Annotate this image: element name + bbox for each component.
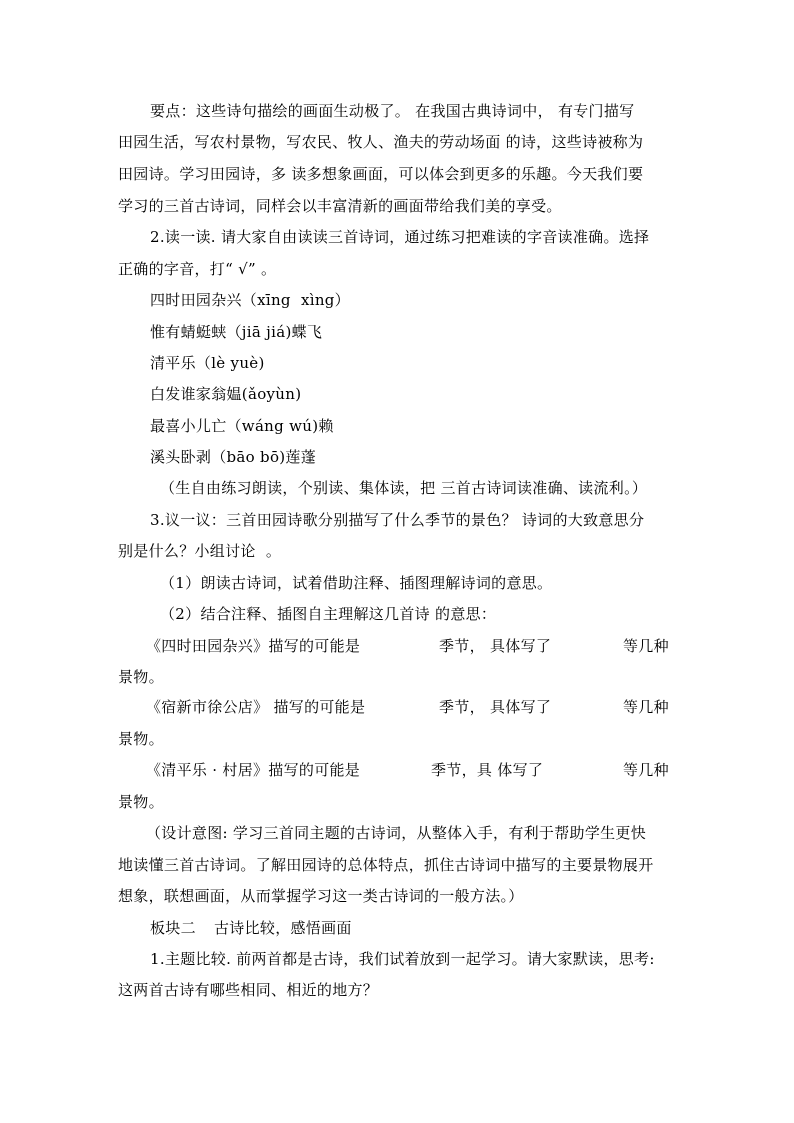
paragraph-3-line-2: 别是什么？小组讨论 。 bbox=[118, 542, 282, 560]
fill-in-1-season: 季节， 具体写了 bbox=[439, 637, 552, 655]
pronunciation-item: 清平乐（lè yuè) bbox=[150, 354, 265, 372]
fill-in-3-season: 季节，具 体写了 bbox=[431, 761, 544, 779]
fill-in-2-prompt: 《宿新市徐公店》 描写的可能是 bbox=[146, 698, 366, 716]
section-label: 板块二 bbox=[150, 919, 196, 937]
paragraph-3-line-1: 3.议一议：三首田园诗歌分别描写了什么季节的景色？ 诗词的大致意思分 bbox=[150, 511, 645, 529]
fill-in-2-end: 景物。 bbox=[118, 730, 164, 748]
fill-in-2-count: 等几种 bbox=[623, 698, 669, 716]
fill-in-3-prompt: 《清平乐 · 村居》描写的可能是 bbox=[146, 761, 361, 779]
section-title: 古诗比较，感悟画面 bbox=[214, 919, 352, 937]
fill-in-2-season: 季节， 具体写了 bbox=[439, 698, 552, 716]
pronunciation-item: 最喜小儿亡（wáng wú)赖 bbox=[150, 417, 334, 435]
sub-item-1: （1）朗读古诗词，试着借助注释、插图理解诗词的意思。 bbox=[160, 574, 553, 592]
paragraph-1-line-4: 学习的三首古诗词，同样会以丰富清新的画面带给我们美的享受。 bbox=[118, 197, 562, 215]
sub-item-2: （2）结合注释、插图自主理解这几首诗 的意思： bbox=[160, 605, 497, 623]
fill-in-1-count: 等几种 bbox=[623, 637, 669, 655]
practice-note: （生自由练习朗读，个别读、集体读，把 三首古诗词读准确、读流利。） bbox=[160, 479, 648, 497]
design-intent-line-3: 想象，联想画面，从而掌握学习这一类古诗词的一般方法。） bbox=[118, 887, 524, 905]
paragraph-1-line-2: 田园生活，写农村景物，写农民、牧人、渔夫的劳动场面 的诗，这些诗被称为 bbox=[118, 133, 644, 151]
paragraph-4-line-2: 这两首古诗有哪些相同、相近的地方？ bbox=[118, 981, 379, 999]
pronunciation-item: 四时田园杂兴（xīng xìng） bbox=[150, 291, 350, 309]
paragraph-2-line-1: 2.读一读. 请大家自由读读三首诗词，通过练习把难读的字音读准确。选择 bbox=[150, 228, 650, 246]
design-intent-line-2: 地读懂三首古诗词。了解田园诗的总体特点，抓住古诗词中描写的主要景物展开 bbox=[118, 856, 654, 874]
paragraph-4-line-1: 1.主题比较. 前两首都是古诗，我们试着放到一起学习。请大家默读，思考: bbox=[150, 950, 655, 968]
paragraph-1-line-1: 要点：这些诗句描绘的画面生动极了。 在我国古典诗词中， 有专门描写 bbox=[150, 102, 635, 120]
design-intent-line-1: （设计意图: 学习三首同主题的古诗词，从整体入手，有利于帮助学生更快 bbox=[146, 824, 647, 842]
fill-in-3-end: 景物。 bbox=[118, 793, 164, 811]
fill-in-1-end: 景物。 bbox=[118, 668, 164, 686]
pronunciation-item: 溪头卧剥（bāo bō)莲蓬 bbox=[150, 448, 317, 466]
fill-in-1-prompt: 《四时田园杂兴》描写的可能是 bbox=[146, 637, 361, 655]
pronunciation-item: 惟有蜻蜓蛱（jiā jiá)蝶飞 bbox=[150, 323, 323, 341]
paragraph-1-line-3: 田园诗。学习田园诗，多 读多想象画面，可以体会到更多的乐趣。今天我们要 bbox=[118, 165, 644, 183]
pronunciation-item: 白发谁家翁媪(ǎoyùn) bbox=[150, 385, 302, 403]
paragraph-2-line-2: 正确的字音，打“ √” 。 bbox=[118, 260, 277, 278]
fill-in-3-count: 等几种 bbox=[623, 761, 669, 779]
